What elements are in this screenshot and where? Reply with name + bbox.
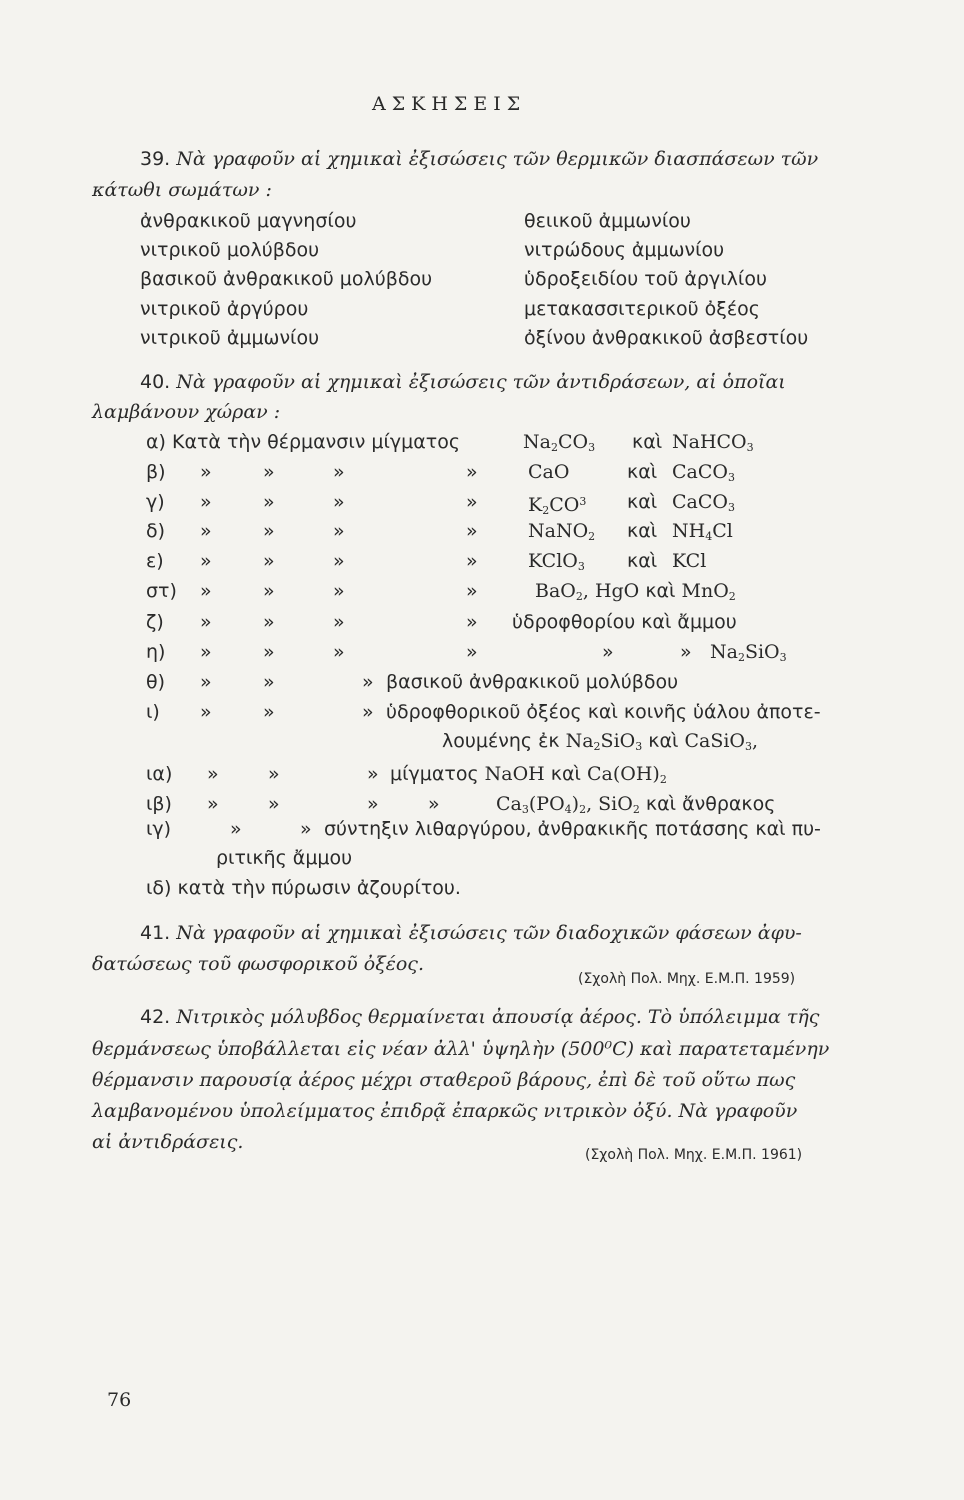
item-b-label: β): [146, 461, 166, 483]
item-ig-text: σύντηξιν λιθαργύρου, ἀνθρακικῆς ποτάσσης καὶ πυ-: [324, 818, 821, 840]
item-i-label: ι): [146, 701, 160, 723]
ditto-mark: »: [333, 491, 345, 513]
ditto-mark: »: [200, 611, 212, 633]
exercise-42-line-1: 42. Νιτρικὸς μόλυβδος θερμαίνεται ἀπουσίᾳ ἀέρος. Τὸ ὑπόλειμμα τῆς: [140, 1006, 820, 1028]
item-i-continuation: λουμένης ἐκ $Na_2SiO_3$ καὶ CaSiO$_3$,: [442, 730, 759, 753]
conj-and: καὶ: [627, 491, 658, 513]
ditto-mark: »: [602, 641, 614, 663]
item-z-text: ὑδροφθορίου καὶ ἄμμου: [512, 611, 737, 633]
ditto-mark: »: [268, 763, 280, 785]
compound-left: ἀνθρακικοῦ μαγνησίου: [140, 210, 357, 232]
exercise-41-number: 41.: [140, 922, 171, 944]
ditto-mark: »: [200, 641, 212, 663]
compound-left: νιτρικοῦ ἀργύρου: [140, 298, 309, 320]
compound-left: βασικοῦ ἀνθρακικοῦ μολύβδου: [140, 268, 433, 290]
ditto-mark: »: [268, 793, 280, 815]
ditto-mark: »: [333, 520, 345, 542]
exercise-41-line-2: δατώσεως τοῦ φωσφορικοῦ ὀξέος.: [92, 953, 424, 975]
ditto-mark: »: [466, 641, 478, 663]
formula-caoh2: $Ca(OH)_2$: [587, 763, 667, 786]
ditto-mark: »: [200, 461, 212, 483]
ditto-mark: »: [466, 520, 478, 542]
exercise-42-line-3: θέρμανσιν παρουσίᾳ ἀέρος μέχρι σταθεροῦ βάρους, ἐπὶ δὲ τοῦ οὕτω πως: [92, 1069, 796, 1091]
conj-and: καὶ: [627, 461, 658, 483]
formula-k2co3: $K_2CO^3$: [528, 494, 587, 517]
item-st-label: στ): [146, 580, 177, 602]
ditto-mark: »: [362, 701, 374, 723]
exercise-42-line-2: θερμάνσεως ὑποβάλλεται εἰς νέαν ἀλλ' ὑψηλὴν (500⁰C) καὶ παρατεταμένην: [92, 1038, 830, 1060]
ditto-mark: »: [263, 491, 275, 513]
exercise-39-number: 39.: [140, 148, 171, 170]
compound-left: νιτρικοῦ ἀμμωνίου: [140, 327, 320, 349]
exercise-40-number: 40.: [140, 371, 171, 393]
ditto-mark: »: [200, 550, 212, 572]
ditto-mark: »: [207, 793, 219, 815]
formula-nh4cl: $NH_4Cl$: [672, 520, 733, 543]
item-i-text: ὑδροφθορικοῦ ὀξέος καὶ κοινῆς ὑάλου ἀποτε-: [386, 701, 821, 723]
ditto-mark: »: [680, 641, 692, 663]
ditto-mark: »: [263, 641, 275, 663]
compound-right: ὀξίνου ἀνθρακικοῦ ἀσβεστίου: [524, 327, 809, 349]
ditto-mark: »: [466, 491, 478, 513]
ditto-mark: »: [466, 611, 478, 633]
item-ig-continuation: ριτικῆς ἄμμου: [216, 847, 353, 869]
formula-na2co3: $Na_2CO_3$: [523, 431, 596, 454]
compound-right: ὑδροξειδίου τοῦ ἀργιλίου: [524, 268, 767, 290]
ditto-mark: »: [333, 611, 345, 633]
compound-right: νιτρώδους ἀμμωνίου: [524, 239, 725, 261]
formula-casio3: CaSiO$_3$,: [684, 730, 759, 753]
ditto-mark: »: [263, 580, 275, 602]
compound-right: μετακασσιτερικοῦ ὀξέος: [524, 298, 760, 320]
formula-bao2-hgo-mno2: BaO$_2$, HgO καὶ MnO$_2$: [535, 580, 736, 603]
formula-kclo3: KClO$_3$: [528, 550, 585, 573]
conj-and: καὶ: [632, 431, 663, 453]
ditto-mark: »: [466, 580, 478, 602]
page-title: ΑΣΚΗΣΕΙΣ: [372, 93, 527, 115]
ditto-mark: »: [333, 550, 345, 572]
ditto-mark: »: [300, 818, 312, 840]
formula-caco3: CaCO$_3$: [672, 491, 735, 514]
item-id: ιδ) κατὰ τὴν πύρωσιν ἀζουρίτου.: [146, 877, 461, 899]
exercise-42-source: (Σχολὴ Πολ. Μηχ. Ε.Μ.Π. 1961): [585, 1147, 803, 1163]
exercise-40-line-1: 40. Νὰ γραφοῦν αἱ χημικαὶ ἐξισώσεις τῶν ἀντιδράσεων, αἱ ὁποῖαι: [140, 371, 786, 393]
item-ig-label: ιγ): [146, 818, 172, 840]
exercise-41-source: (Σχολὴ Πολ. Μηχ. Ε.Μ.Π. 1959): [578, 971, 796, 987]
ditto-mark: »: [466, 550, 478, 572]
formula-na2sio3: $Na_2SiO_3$: [565, 730, 643, 753]
ditto-mark: »: [263, 461, 275, 483]
ditto-mark: »: [200, 580, 212, 602]
item-ia-label: ια): [146, 763, 173, 785]
ditto-mark: »: [263, 611, 275, 633]
ditto-mark: »: [428, 793, 440, 815]
conj-and: καὶ: [627, 550, 658, 572]
ditto-mark: »: [200, 520, 212, 542]
compound-right: θειικοῦ ἀμμωνίου: [524, 210, 691, 232]
formula-nahco3: NaHCO$_3$: [672, 431, 754, 454]
ditto-mark: »: [263, 550, 275, 572]
exercise-42-line-4: λαμβανομένου ὑπολείμματος ἐπιδρᾷ ἐπαρκῶς νιτρικὸν ὀξύ. Νὰ γραφοῦν: [92, 1100, 798, 1122]
ditto-mark: »: [263, 520, 275, 542]
ditto-mark: »: [200, 491, 212, 513]
ditto-mark: »: [466, 461, 478, 483]
ditto-mark: »: [230, 818, 242, 840]
formula-caco3: CaCO$_3$: [672, 461, 735, 484]
ditto-mark: »: [200, 701, 212, 723]
formula-kcl: KCl: [672, 550, 707, 572]
item-g-label: γ): [146, 491, 165, 513]
item-e-label: ε): [146, 550, 164, 572]
ditto-mark: »: [333, 461, 345, 483]
compound-left: νιτρικοῦ μολύβδου: [140, 239, 320, 261]
ditto-mark: »: [367, 763, 379, 785]
item-d-label: δ): [146, 520, 166, 542]
item-th-label: θ): [146, 671, 166, 693]
item-ib-text: $Ca_3(PO_4)_2$, SiO$_2$ καὶ ἄνθρακος: [496, 793, 776, 816]
ditto-mark: »: [263, 701, 275, 723]
formula-naoh: NaOH: [484, 763, 545, 785]
item-a: α) Κατὰ τὴν θέρμανσιν μίγματος: [146, 431, 460, 453]
formula-nano2: NaNO$_2$: [528, 520, 596, 543]
formula-cao: CaO: [528, 461, 570, 483]
exercise-42-line-5: αἱ ἀντιδράσεις.: [92, 1131, 244, 1153]
exercise-39-line-2: κάτωθι σωμάτων :: [92, 179, 272, 201]
ditto-mark: »: [263, 671, 275, 693]
page-number: 76: [107, 1389, 132, 1411]
ditto-mark: »: [362, 671, 374, 693]
conj-and: καὶ: [627, 520, 658, 542]
formula-na2sio3: $Na_2SiO_3$: [710, 641, 787, 664]
ditto-mark: »: [367, 793, 379, 815]
ditto-mark: »: [207, 763, 219, 785]
item-z-label: ζ): [146, 611, 164, 633]
exercise-41-line-1: 41. Νὰ γραφοῦν αἱ χημικαὶ ἐξισώσεις τῶν διαδοχικῶν φάσεων ἀφυ-: [140, 922, 802, 944]
exercise-39-line-1: 39. Νὰ γραφοῦν αἱ χημικαὶ ἐξισώσεις τῶν θερμικῶν διασπάσεων τῶν: [140, 148, 819, 170]
item-th-text: βασικοῦ ἀνθρακικοῦ μολύβδου: [386, 671, 679, 693]
ditto-mark: »: [200, 671, 212, 693]
formula-ca3po42-sio2: $Ca_3(PO_4)_2$, SiO$_2$: [496, 793, 640, 816]
exercise-40-line-2: λαμβάνουν χώραν :: [92, 401, 281, 423]
item-ib-label: ιβ): [146, 793, 172, 815]
item-ia-text: μίγματος NaOH καὶ $Ca(OH)_2$: [390, 763, 667, 786]
item-h-label: η): [146, 641, 166, 663]
exercise-42-number: 42.: [140, 1006, 171, 1028]
ditto-mark: »: [333, 580, 345, 602]
ditto-mark: »: [333, 641, 345, 663]
